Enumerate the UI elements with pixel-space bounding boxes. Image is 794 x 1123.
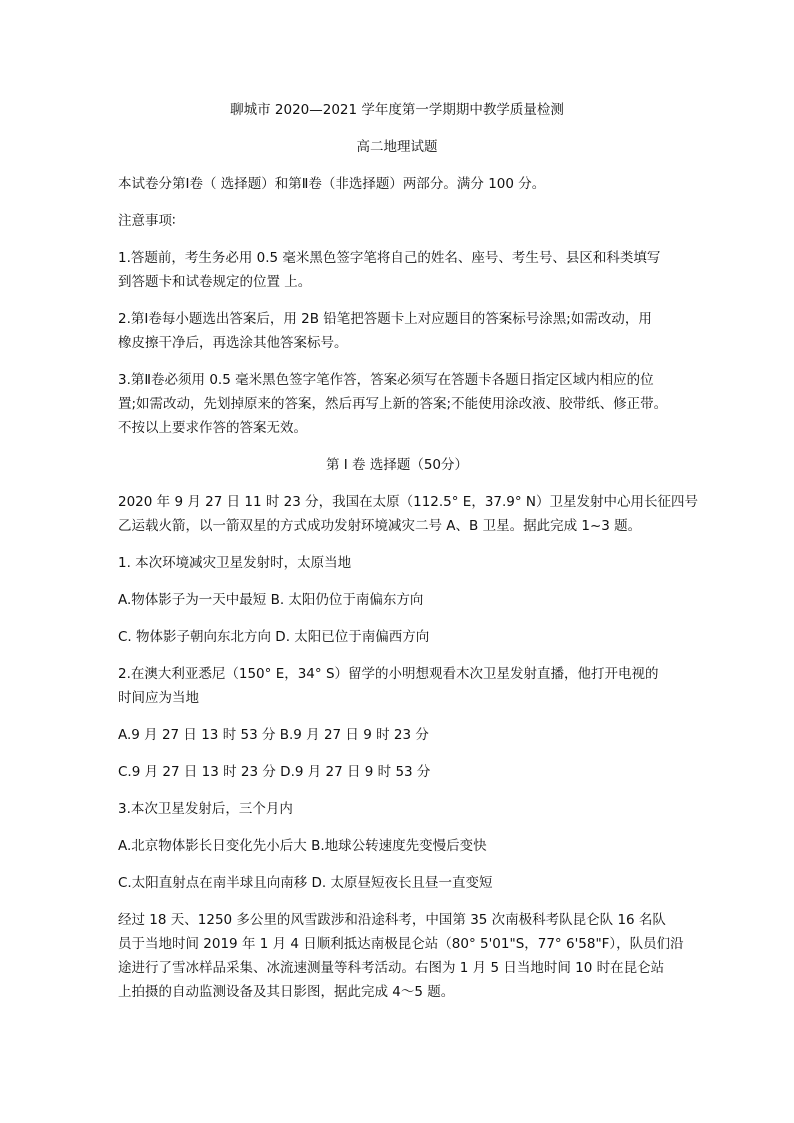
question-2-stem-line2: 时间应为当地 [118,690,199,706]
notice-3-line3: 不按以上要求作答的答案无效。 [118,420,307,436]
question-2-stem-line1: 2.在澳大利亚悉尼（150° E，34° S）留学的小明想观看木次卫星发射直播，他打开电视的 [118,666,659,682]
question-3-options-ab: A.北京物体影长日变化先小后大 B.地球公转速度先变慢后变快 [118,838,487,854]
question-3-stem: 3.本次卫星发射后，三个月内 [118,801,293,817]
section1-heading: 第 I 卷 选择题（50分） [325,457,469,473]
notice-heading: 注意事项∶ [118,213,176,229]
notice-3-line1: 3.第Ⅱ卷必须用 0.5 毫米黑色签字笔作答，答案必须写在答题卡各题日指定区域内相应的位 [118,372,654,388]
passage2-line3: 途进行了雪冰样品采集、冰流速测量等科考活动。右图为 1 月 5 日当地时间 10 时在昆仑站 [118,960,665,976]
passage1-line2: 乙运载火箭，以一箭双星的方式成功发射环境减灾二号 A、B 卫星。据此完成 1~3 题。 [118,518,642,534]
exam-subtitle: 高二地理试题 [356,139,438,155]
notice-2-line2: 橡皮擦干净后，再选涂其他答案标号。 [118,335,348,351]
question-1-options-ab: A.物体影子为一天中最短 B. 太阳仍位于南偏东方向 [118,592,424,608]
exam-title: 聊城市 2020—2021 学年度第一学期期中教学质量检测 [230,102,564,118]
question-2-options-ab: A.9 月 27 日 13 时 53 分 B.9 月 27 日 9 时 23 分 [118,727,429,743]
notice-3-line2: 置;如需改动，先划掉原来的答案，然后再写上新的答案;不能使用涂改液、胶带纸、修正带。 [118,396,668,412]
notice-1-line2: 到答题卡和试卷规定的位置 上。 [118,274,312,290]
question-1-options-cd: C. 物体影子朝向东北方向 D. 太阳已位于南偏西方向 [118,629,430,645]
question-1-stem: 1. 本次环境减灾卫星发射时，太原当地 [118,555,352,571]
passage2-line1: 经过 18 天、1250 多公里的风雪跋涉和沿途科考，中国第 35 次南极科考队昆仑队 16 名队 [118,912,666,928]
notice-1-line1: 1.答题前，考生务必用 0.5 毫米黑色签字笔将自己的姓名、座号、考生号、县区和科类填写 [118,250,661,266]
question-3-options-cd: C.太阳直射点在南半球且向南移 D. 太原昼短夜长且昼一直变短 [118,875,493,891]
passage2-line2: 员于当地时间 2019 年 1 月 4 日顺利抵达南极昆仑站（80° 5'01"S，77° 6'58"F），队员们沿 [118,936,684,952]
passage2-line4: 上拍摄的自动监测设备及其日影图，据此完成 4～5 题。 [118,984,455,1000]
notice-2-line1: 2.第Ⅰ卷每小题选出答案后，用 2B 铅笔把答题卡上对应题目的答案标号涂黑;如需改动，用 [118,311,652,327]
passage1-line1: 2020 年 9 月 27 日 11 时 23 分，我国在太原（112.5° E，37.9° N）卫星发射中心用长征四号 [118,494,699,510]
intro-text: 本试卷分第Ⅰ卷（ 选择题）和第Ⅱ卷（非选择题）两部分。满分 100 分。 [118,176,546,192]
question-2-options-cd: C.9 月 27 日 13 时 23 分 D.9 月 27 日 9 时 53 分 [118,764,431,780]
